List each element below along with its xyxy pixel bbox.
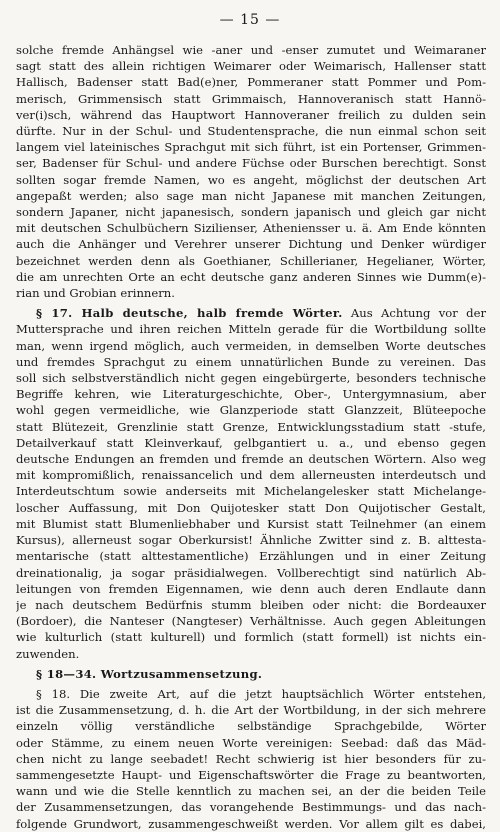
text-line: rian und Grobian erinnern. [16,286,175,301]
text-line: zuwenden. [16,646,80,661]
text-line: loscher Auffassung, mit Don Quijotesker statt Don Quijotischer Gestalt, [16,500,486,515]
text-line: mit kompromißlich, renaissancelich und dem allerneusten interdeutsch und [16,468,486,483]
paragraph-continuation [16,42,486,301]
text-line: angepaßt werden; also sage man nicht Japanese mit manchen Zeitungen, [16,188,486,203]
text-line: Hallisch, Badenser statt Bad(e)ner, Pommeraner statt Pommer und Pom- [16,75,486,90]
text-line: deutsche Endungen an fremden und fremde an deutschen Wörtern. Also weg [16,452,486,467]
section-title-block [16,666,486,682]
text-line: der Zusammensetzungen, das vorangehende Bestimmungs- und das nach- [16,800,486,815]
text-line: (Bordoer), die Nanteser (Nangteser) Verhältnisse. Auch gegen Ableitungen [16,614,486,629]
text-fragment: Die zweite Art, auf die jetzt hauptsächlich Wörter entstehen, [79,686,486,701]
section-heading-18: § 18. [36,686,71,701]
paragraph-section-17 [16,305,486,661]
text-line: ser, Badenser für Schul- und andere Füchse oder Burschen berechtigt. Sonst [16,156,486,171]
paragraph-section-18 [16,686,486,832]
text-line [16,305,486,321]
text-line: sammengesetzte Haupt- und Eigenschaftswörter die Frage zu beantworten, [16,767,486,782]
page-number: — 15 — [219,12,281,28]
text-line: mit Blumist statt Blumenliebhaber und Kursist statt Teilnehmer (an einem [16,516,486,531]
text-line: Interdeutschtum sowie anderseits mit Michelangelesker statt Michelange- [16,484,486,499]
text-line: je nach deutschem Bedürfnis stumm bleiben oder nicht: die Bordeauxer [16,597,486,612]
text-line: wann und wie die Stelle kenntlich zu machen sei, an der die beiden Teile [16,784,486,799]
section-heading-17: § 17. Halb deutsche, halb fremde Wörter. [36,306,343,321]
text-line: man, wenn irgend möglich, auch vermeiden, in demselben Worte deutsches [16,338,486,353]
text-line: statt Blütezeit, Grenzlinie statt Grenze, Entwicklungsstadium statt -stufe, [16,419,486,434]
text-line: mentarische (statt alttestamentliche) Erzählungen und in einer Zeitung [16,549,486,564]
text-line: einzeln völlig verständliche selbständige Sprachgebilde, Wörter [16,719,486,734]
text-line: langem viel lateinisches Sprachgut mit sich führt, ist ein Portenser, Grimmen- [16,140,486,155]
text-line: wohl gegen vermeidliche, wie Glanzperiode statt Glanzzeit, Blüteepoche [16,403,486,418]
text-line: dürfte. Nur in der Schul- und Studentensprache, die nun einmal schon seit [16,124,486,139]
text-line [16,686,486,702]
text-line: solche fremde Anhängsel wie -aner und -enser zumutet und Weimaraner [16,43,486,57]
text-line: sondern Japaner, nicht japanesisch, sondern japanisch und gleich gar nicht [16,205,486,220]
text-line: ist die Zusammensetzung, d. h. die Art der Wortbildung, in der sich mehrere [16,703,486,718]
text-line: mit deutschen Schulbüchern Sizilienser, Atheniensser u. ä. Am Ende könnten [16,221,486,236]
text-line: auch die Anhänger und Verehrer unserer Dichtung und Denker würdiger [16,237,486,252]
text-line: Begriffe kehren, wie Literaturgeschichte, Ober-, Untergymnasium, aber [16,387,486,402]
text-line: wie kulturlich (statt kulturell) und formlich (statt formell) ist nichts ein- [16,630,486,645]
text-line: Detailverkauf statt Kleinverkauf, gelbgantiert u. a., und ebenso gegen [16,435,486,450]
section-heading-18-34: § 18—34. Wortzusammensetzung. [36,666,263,681]
text-line: ver(i)sch, während das Hauptwort Hannoveraner freilich zu dulden sein [16,107,486,122]
text-line: Kursus), allerneust sogar Oberkursist! Ähnliche Zwitter sind z. B. alttesta- [16,533,486,548]
text-line: dreinationalig, ja sogar präsidialwegen. Vollberechtigt sind natürlich Ab- [16,565,486,580]
text-line: Muttersprache und ihren reichen Mitteln gerade für die Wortbildung sollte [16,322,486,337]
text-line: die am unrechten Orte an echt deutsche ganz anderen Sinnes wie Dumm(e)- [16,269,486,284]
text-line: oder Stämme, zu einem neuen Worte vereinigen: Seebad: daß das Mäd- [16,735,486,750]
text-line: leitungen von fremden Eigennamen, wie denn auch deren Endlaute dann [16,581,486,596]
text-fragment: Aus Achtung vor der [350,306,486,321]
text-line: sagt statt des allein richtigen Weimarer oder Weimarisch, Hallenser statt [16,59,486,74]
text-line: folgende Grundwort, zusammengeschweißt werden. Vor allem gilt es dabei, [16,816,486,831]
text-line: und fremdes Sprachgut zu einem unnatürlichen Bunde zu vereinen. Das [16,354,486,369]
text-line: chen nicht zu lange seebadet! Recht schwierig ist hier besonders für zu- [16,751,486,766]
text-line: soll sich selbstverständlich nicht gegen eingebürgerte, besonders technische [16,371,486,386]
text-line: merisch, Grimmensisch statt Grimmaisch, Hannoveranisch statt Hannö- [16,91,486,106]
text-line: bezeichnet werden denn als Goethianer, Schillerianer, Hegelianer, Wörter, [16,253,486,268]
page-text [16,42,486,832]
text-line: sollten sogar fremde Namen, wo es angeht, möglichst der deutschen Art [16,172,486,187]
